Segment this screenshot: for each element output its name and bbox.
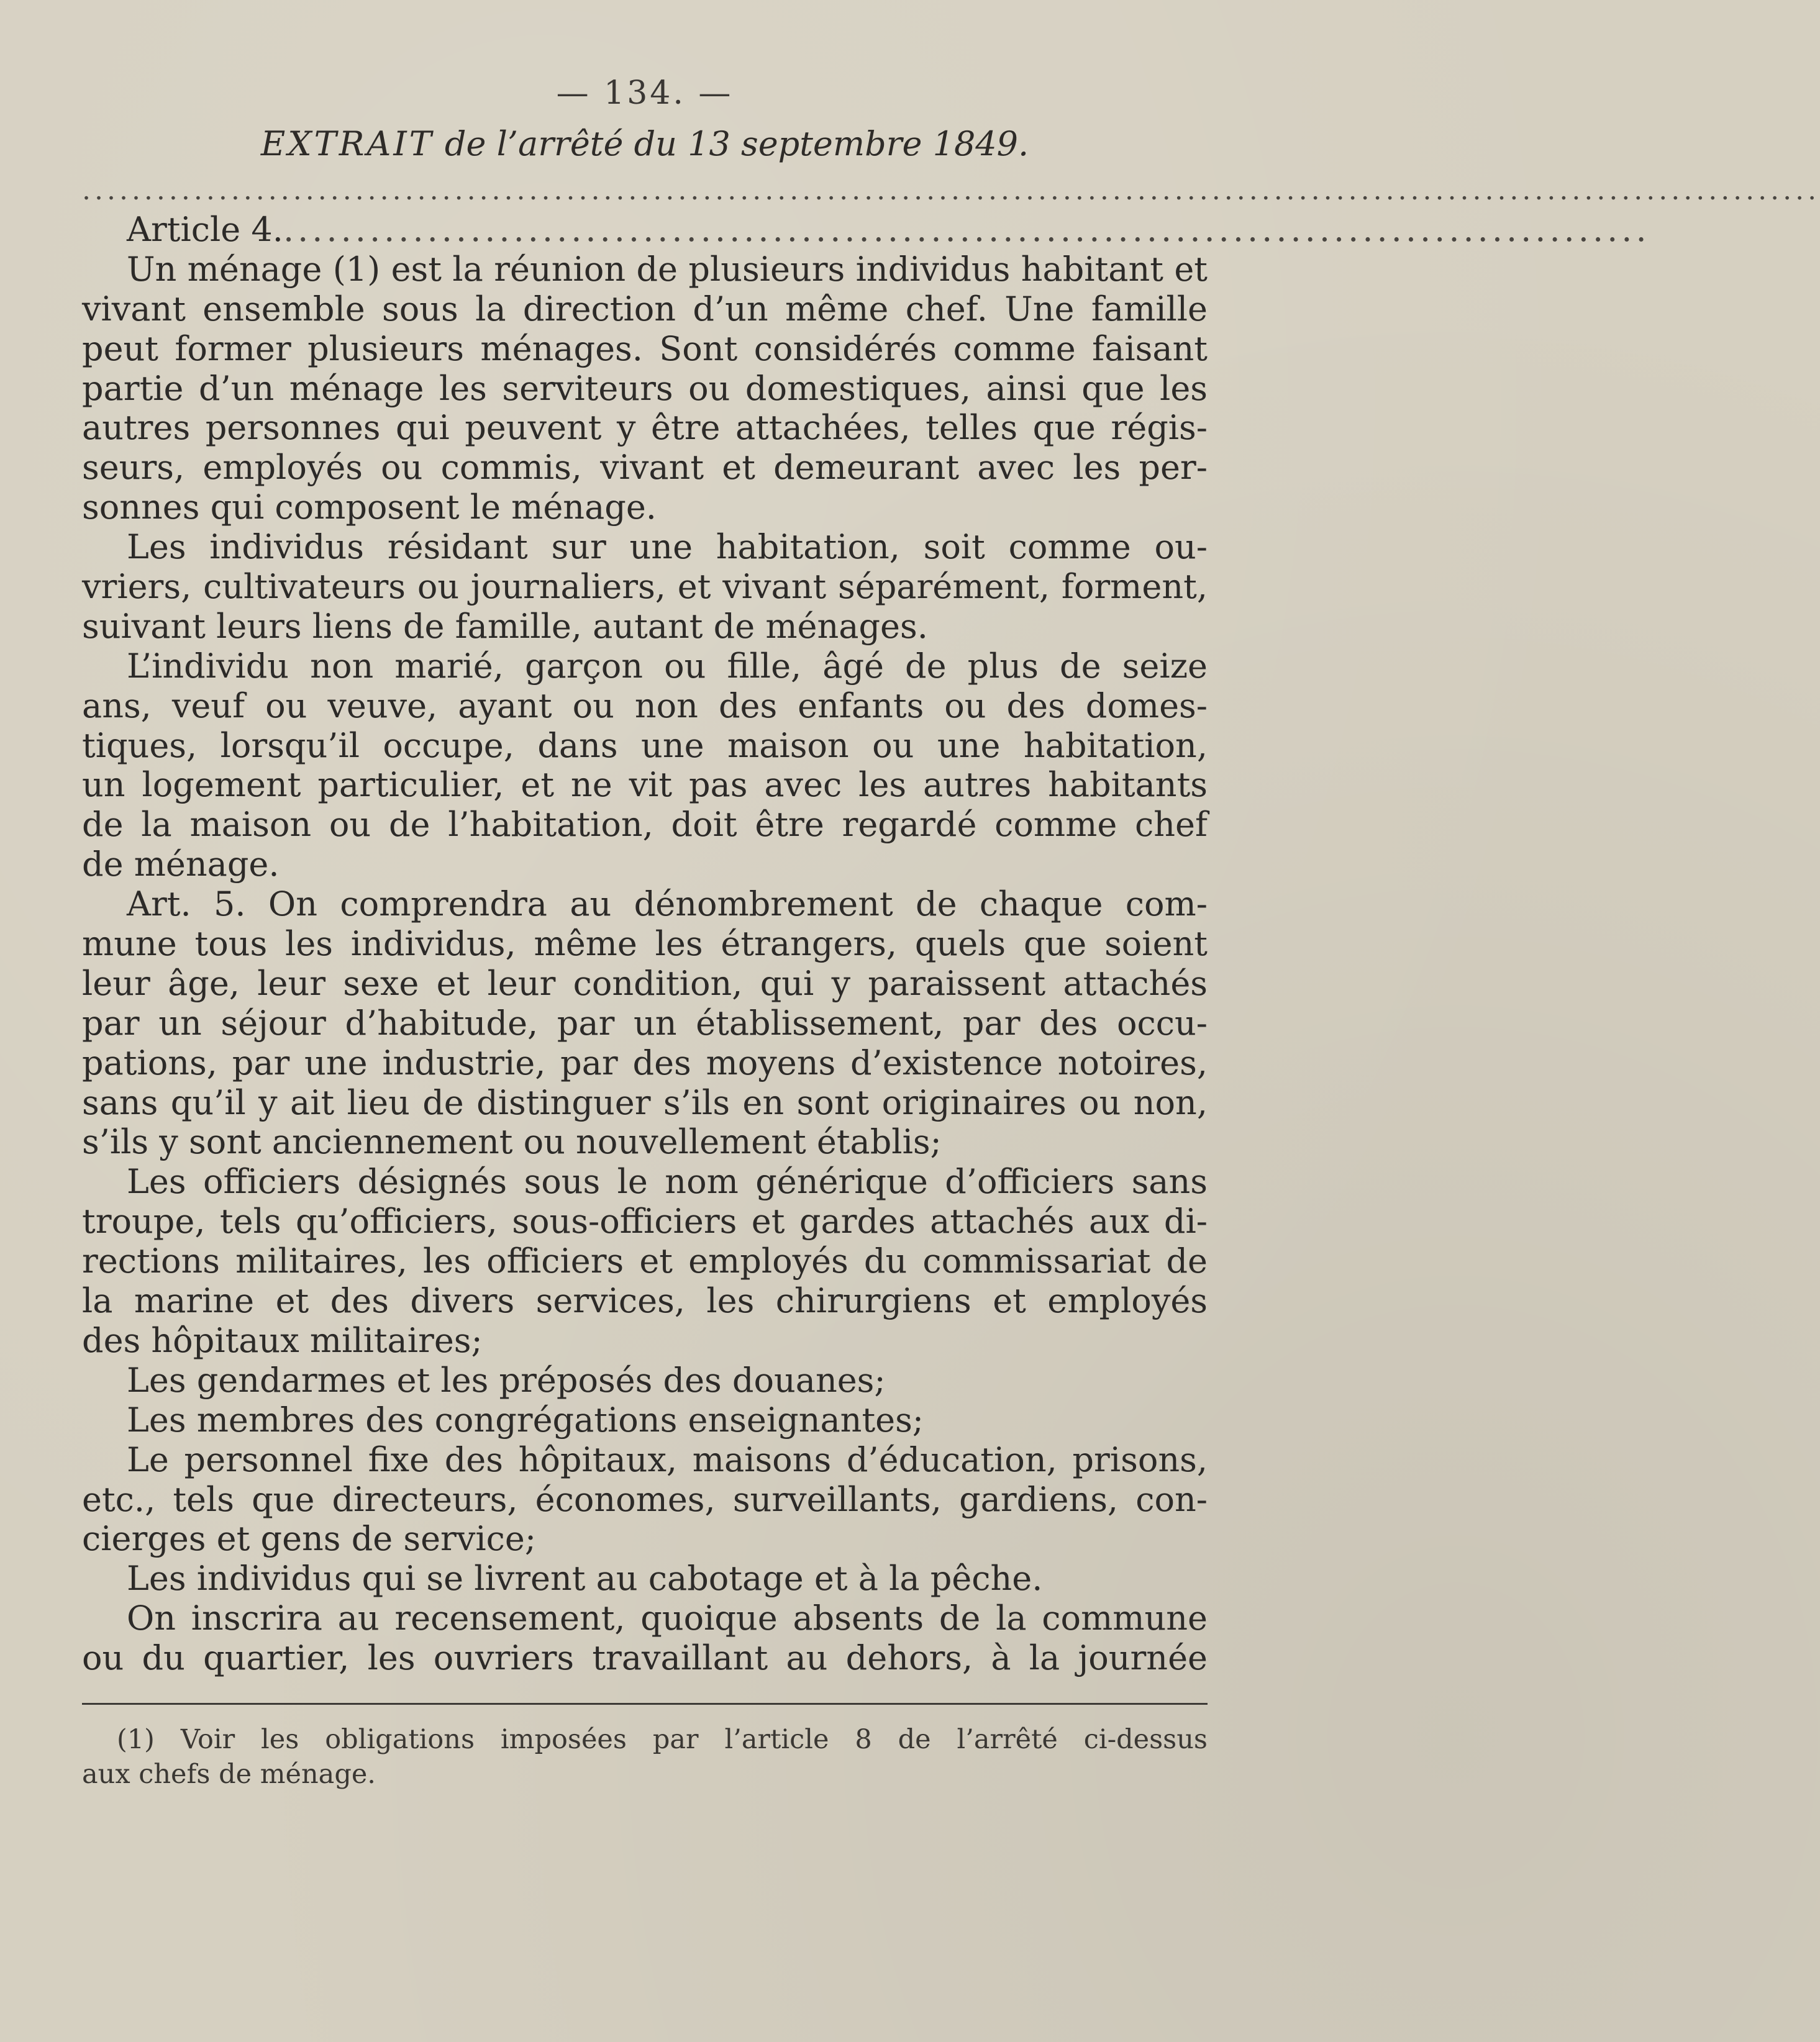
body-line: de la maison ou de l’habitation, doit être regardé comme chef [82, 805, 1208, 845]
extract-heading [82, 117, 1208, 171]
body-line: Le personnel fixe des hôpitaux, maisons d’éducation, prisons, [127, 1440, 1208, 1479]
body-text [82, 250, 1208, 1678]
body-line: vriers, cultivateurs ou journaliers, et vivant séparément, forment, [82, 567, 1208, 607]
body-line: vivant ensemble sous la direction d’un même chef. Une famille [82, 289, 1208, 329]
body-line: sans qu’il y ait lieu de distinguer s’ils en sont originaires ou non, [82, 1082, 1208, 1122]
body-line: s’ils y sont anciennement ou nouvellement établis; [82, 1122, 942, 1162]
body-line: par un séjour d’habitude, par un établissement, par des occu- [82, 1003, 1208, 1043]
heading-lead: EXTRAIT [260, 124, 434, 163]
article-leader-dots: ............................................................................................... [283, 210, 1650, 249]
body-line: Les individus qui se livrent au cabotage et à la pêche. [127, 1559, 1043, 1599]
body-line: Les membres des congrégations enseignantes; [127, 1400, 924, 1440]
footnote-line: aux chefs de ménage. [82, 1758, 376, 1790]
body-line: seurs, employés ou commis, vivant et demeurant avec les per- [82, 448, 1208, 488]
body-line: L’individu non marié, garçon ou fille, âgé de plus de seize [127, 646, 1208, 686]
body-line: des hôpitaux militaires; [82, 1320, 483, 1360]
body-line: partie d’un ménage les serviteurs ou domestiques, ainsi que les [82, 368, 1208, 408]
footnote [82, 1722, 1208, 1792]
article-label: Article 4. [127, 210, 283, 249]
body-line: Les officiers désignés sous le nom générique d’officiers sans [127, 1162, 1208, 1202]
body-line: pations, par une industrie, par des moyens d’existence notoires, [82, 1043, 1208, 1082]
body-line: un logement particulier, et ne vit pas avec les autres habitants [82, 765, 1208, 805]
heading-rest: de l’arrêté du 13 septembre 1849. [444, 124, 1029, 163]
footnote-separator [82, 1703, 1208, 1705]
body-line: On inscrira au recensement, quoique absents de la commune [127, 1599, 1208, 1638]
body-line: etc., tels que directeurs, économes, surveillants, gardiens, con- [82, 1479, 1208, 1519]
body-line: Les gendarmes et les préposés des douanes; [127, 1360, 886, 1400]
body-line: autres personnes qui peuvent y être attachées, telles que régis- [82, 408, 1208, 448]
body-line: Les individus résidant sur une habitation, soit comme ou- [127, 527, 1208, 567]
body-line: Art. 5. On comprendra au dénombrement de chaque com- [127, 884, 1208, 924]
body-line: la marine et des divers services, les chirurgiens et employés [82, 1281, 1208, 1321]
body-line: cierges et gens de service; [82, 1519, 537, 1559]
article-4-heading [82, 210, 1650, 250]
omission-dots: ............................................................................................................................................ [82, 175, 1820, 206]
body-line: tiques, lorsqu’il occupe, dans une maison ou une habitation, [82, 725, 1208, 765]
footnote-line: (1) Voir les obligations imposées par l’article 8 de l’arrêté ci-dessus [117, 1723, 1208, 1755]
body-line: peut former plusieurs ménages. Sont considérés comme faisant [82, 329, 1208, 368]
body-line: troupe, tels qu’officiers, sous-officiers et gardes attachés aux di- [82, 1202, 1208, 1241]
body-line: suivant leurs liens de famille, autant de ménages. [82, 606, 928, 646]
body-line: de ménage. [82, 845, 280, 884]
body-line: ou du quartier, les ouvriers travaillant au dehors, à la journée [82, 1638, 1208, 1678]
body-line: rections militaires, les officiers et employés du commissariat de [82, 1241, 1208, 1281]
body-line: leur âge, leur sexe et leur condition, qui y paraissent attachés [82, 963, 1208, 1003]
document-page [82, 70, 1820, 1792]
body-line: sonnes qui composent le ménage. [82, 488, 657, 527]
body-line: mune tous les individus, même les étrangers, quels que soient [82, 924, 1208, 964]
page-number: — 134. — [556, 75, 734, 112]
body-line: ans, veuf ou veuve, ayant ou non des enfants ou des domes- [82, 686, 1208, 725]
body-line: Un ménage (1) est la réunion de plusieurs individus habitant et [127, 249, 1208, 289]
